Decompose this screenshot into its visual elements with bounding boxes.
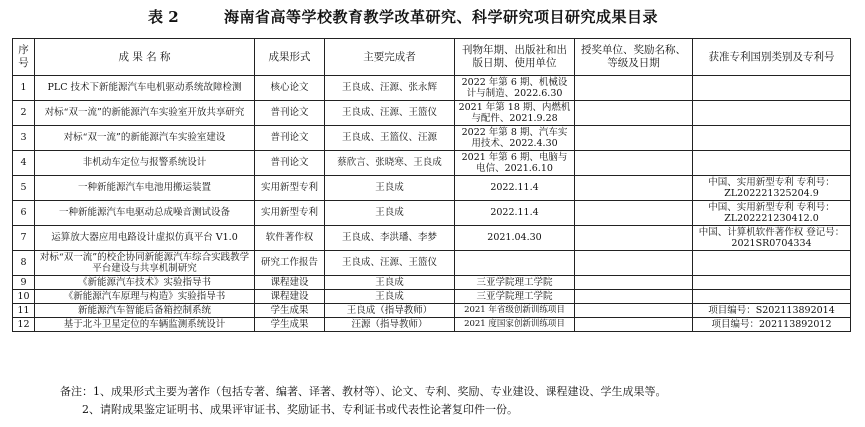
cell-name: 一种新能源汽车电池用搬运装置 [35, 176, 255, 201]
table-row [13, 126, 851, 151]
cell-patent [693, 290, 851, 304]
cell-form: 普刊论文 [255, 126, 325, 151]
cell-publication: 三亚学院理工学院 [455, 276, 575, 290]
table-row [13, 176, 851, 201]
cell-authors: 王良成 [325, 201, 455, 226]
cell-form: 核心论文 [255, 76, 325, 101]
cell-patent: 中国、计算机软件著作权 登记号：2021SR0704334 [693, 226, 851, 251]
cell-publication: 2021.04.30 [455, 226, 575, 251]
cell-form: 普刊论文 [255, 151, 325, 176]
cell-no: 7 [13, 226, 35, 251]
cell-form: 学生成果 [255, 318, 325, 332]
cell-award [575, 276, 693, 290]
note-line-2: 2、请附成果鉴定证明书、成果评审证书、奖励证书、专利证书或代表性论著复印件一份。 [82, 403, 518, 416]
table-row [13, 290, 851, 304]
header-no: 序号 [13, 39, 35, 76]
table-row [13, 276, 851, 290]
cell-publication: 2021 年第 18 期、内燃机与配件、2021.9.28 [455, 101, 575, 126]
cell-award [575, 251, 693, 276]
cell-authors: 蔡欣言、张晓寒、王良成 [325, 151, 455, 176]
cell-authors: 汪源（指导教师） [325, 318, 455, 332]
results-table [12, 38, 851, 332]
table-row [13, 304, 851, 318]
cell-form: 研究工作报告 [255, 251, 325, 276]
table-header-row [13, 39, 851, 76]
cell-form: 学生成果 [255, 304, 325, 318]
cell-award [575, 304, 693, 318]
cell-no: 11 [13, 304, 35, 318]
header-name: 成 果 名 称 [35, 39, 255, 76]
cell-authors: 王良成（指导教师） [325, 304, 455, 318]
cell-patent [693, 101, 851, 126]
cell-no: 6 [13, 201, 35, 226]
cell-publication: 2022.11.4 [455, 201, 575, 226]
cell-award [575, 76, 693, 101]
cell-form: 课程建设 [255, 290, 325, 304]
cell-publication [455, 251, 575, 276]
cell-award [575, 126, 693, 151]
header-award: 授奖单位、奖励名称、等级及日期 [575, 39, 693, 76]
cell-patent [693, 276, 851, 290]
cell-publication: 2022.11.4 [455, 176, 575, 201]
cell-patent [693, 126, 851, 151]
cell-publication: 2021 年省级创新训练项目 [455, 304, 575, 318]
cell-no: 4 [13, 151, 35, 176]
cell-name: 《新能源汽车技术》实验指导书 [35, 276, 255, 290]
cell-publication: 三亚学院理工学院 [455, 290, 575, 304]
cell-patent: 项目编号：202113892012 [693, 318, 851, 332]
cell-publication: 2021 年第 6 期、电脑与电信、2021.6.10 [455, 151, 575, 176]
cell-form: 普刊论文 [255, 101, 325, 126]
cell-authors: 王良成、汪源、王篮仪 [325, 251, 455, 276]
cell-authors: 王良成、汪源、张永辉 [325, 76, 455, 101]
cell-authors: 王良成、李洪璠、李梦 [325, 226, 455, 251]
cell-patent: 项目编号：S202113892014 [693, 304, 851, 318]
cell-authors: 王良成 [325, 176, 455, 201]
table-row [13, 318, 851, 332]
cell-form: 实用新型专利 [255, 201, 325, 226]
cell-award [575, 201, 693, 226]
cell-no: 10 [13, 290, 35, 304]
cell-award [575, 318, 693, 332]
cell-no: 1 [13, 76, 35, 101]
table-row [13, 201, 851, 226]
cell-award [575, 176, 693, 201]
cell-form: 软件著作权 [255, 226, 325, 251]
header-patent: 获准专利国别类别及专利号 [693, 39, 851, 76]
header-publication: 刊物年期、出版社和出版日期、使用单位 [455, 39, 575, 76]
cell-authors: 王良成 [325, 290, 455, 304]
table-row [13, 76, 851, 101]
cell-name: 对标“双一流”的新能源汽车实验室建设 [35, 126, 255, 151]
cell-patent: 中国、实用新型专利 专利号：ZL202221230412.0 [693, 201, 851, 226]
cell-award [575, 226, 693, 251]
cell-no: 8 [13, 251, 35, 276]
cell-form: 课程建设 [255, 276, 325, 290]
cell-no: 5 [13, 176, 35, 201]
notes [60, 383, 850, 419]
cell-name: 对标“双一流”的新能源汽车实验室开放共享研究 [35, 101, 255, 126]
table-row [13, 251, 851, 276]
cell-no: 3 [13, 126, 35, 151]
cell-award [575, 151, 693, 176]
cell-publication: 2022 年第 6 期、机械设计与制造、2022.6.30 [455, 76, 575, 101]
cell-name: 《新能源汽车原理与构造》实验指导书 [35, 290, 255, 304]
cell-authors: 王良成、王篮仪、汪源 [325, 126, 455, 151]
cell-name: 对标“双一流”的校企协同新能源汽车综合实践教学平台建设与共享机制研究 [35, 251, 255, 276]
cell-award [575, 101, 693, 126]
cell-authors: 王良成、汪源、王篮仪 [325, 101, 455, 126]
page-title [0, 0, 865, 34]
header-form: 成果形式 [255, 39, 325, 76]
table-row [13, 226, 851, 251]
table-row [13, 151, 851, 176]
cell-patent [693, 76, 851, 101]
cell-name: 运算放大器应用电路设计虚拟仿真平台 V1.0 [35, 226, 255, 251]
cell-name: PLC 技术下新能源汽车电机驱动系统故障检测 [35, 76, 255, 101]
table-label: 表 2 [148, 8, 179, 26]
table-title: 海南省高等学校教育教学改革研究、科学研究项目研究成果目录 [224, 8, 659, 26]
cell-name: 基于北斗卫星定位的车辆监测系统设计 [35, 318, 255, 332]
cell-no: 2 [13, 101, 35, 126]
cell-name: 一种新能源汽车电驱动总成噪音测试设备 [35, 201, 255, 226]
cell-name: 非机动车定位与报警系统设计 [35, 151, 255, 176]
note-line-1: 备注：1、成果形式主要为著作（包括专著、编著、译著、教材等）、论文、专利、奖励、专业建设、课程建设、学生成果等。 [60, 385, 667, 398]
cell-patent: 中国、实用新型专利 专利号：ZL202221325204.9 [693, 176, 851, 201]
cell-publication: 2021 度国家创新训练项目 [455, 318, 575, 332]
cell-no: 9 [13, 276, 35, 290]
table-row [13, 101, 851, 126]
cell-authors: 王良成 [325, 276, 455, 290]
cell-form: 实用新型专利 [255, 176, 325, 201]
cell-no: 12 [13, 318, 35, 332]
header-authors: 主要完成者 [325, 39, 455, 76]
cell-patent [693, 251, 851, 276]
cell-name: 新能源汽车智能后备箱控制系统 [35, 304, 255, 318]
cell-award [575, 290, 693, 304]
cell-publication: 2022 年第 8 期、汽车实用技术、2022.4.30 [455, 126, 575, 151]
cell-patent [693, 151, 851, 176]
